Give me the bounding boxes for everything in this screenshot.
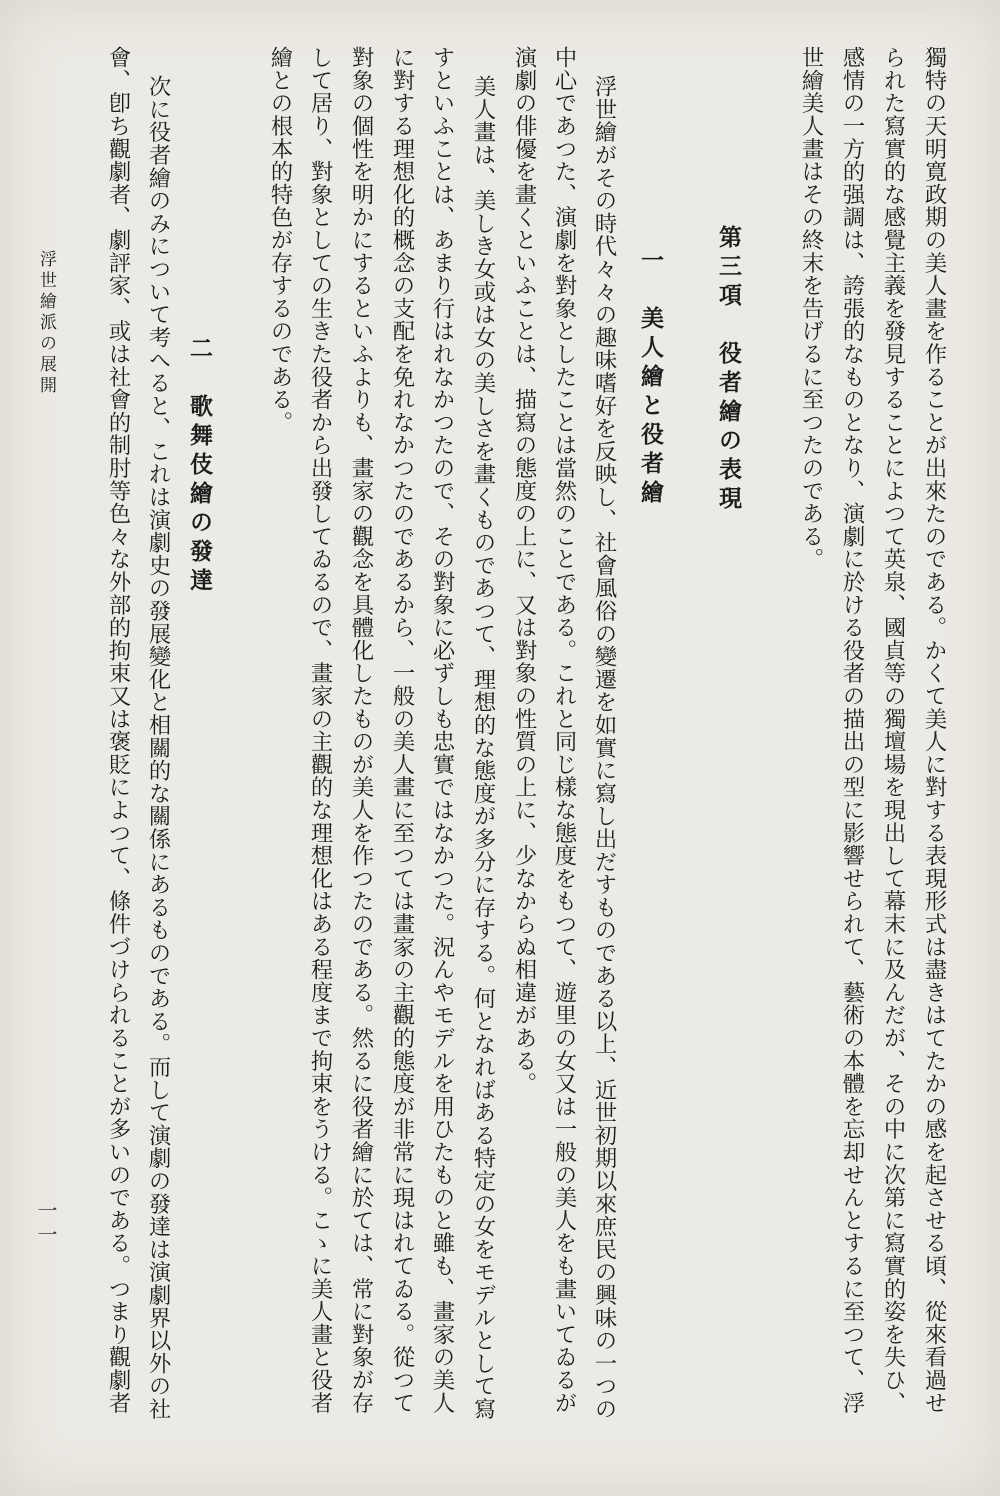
text-column-4: 世繪美人畫はその終末を告げるに至つたのである。 [798,46,824,571]
subsection-heading-2: 二 歌舞伎繪の發達 [186,336,213,597]
text-column-6: 中心であつた、演劇を對象としたことは當然のことである。これと同じ樣な態度をもつて、遊里の女又は一般の美人をも畫いてゐるが [551,46,577,1414]
text-column-2: られた寫實的な感覺主義を發見することによつて英泉、國貞等の獨壇場を現出して幕末に及んだが、その中に次第に寫實的姿を失ひ、 [880,46,906,1414]
text-column-8: 美人畫は、美しき女或は女の美しさを畫くものであつて、理想的な態度が多分に存する。何となればある特定の女をモデルとして寫 [470,75,496,1421]
section-title: 第三項 役者繪の表現 [715,225,742,515]
text-column-3: 感情の一方的强調は、誇張的なものとなり、演劇に於ける役者の描出の型に影響せられて、藝術の本體を忘却せんとするに至つて、浮 [839,46,865,1414]
text-column-15: 會、卽ち觀劇者、劇評家、或は社會的制肘等色々な外部的拘束又は褒貶によつて、條件づけられることが多いのである。つまり觀劇者 [105,46,131,1414]
subsection-heading-1: 一 美人繪と役者繪 [637,248,664,509]
text-column-9: すといふことは、あまり行はれなかつたので、その對象に必ずしも忠實ではなかつた。況んやモデルを用ひたものと雖も、畫家の美人 [429,46,455,1414]
text-column-12: して居り、對象としての生きた役者から出發してゐるので、畫家の主觀的な理想化はある程度まで拘束をうける。こゝに美人畫と役者 [307,46,333,1414]
running-title: 浮世繪派の展開 [36,250,56,397]
text-column-11: 對象の個性を明かにするといふよりも、畫家の觀念を具體化したものが美人を作つたのである。然るに役者繪に於ては、常に對象が存 [348,46,374,1414]
text-column-1: 獨特の天明寛政期の美人畫を作ることが出來たのである。かくて美人に對する表現形式は盡きはてたかの感を起させる頃、從來看過せ [921,46,947,1414]
page-number: 一一 [34,1200,58,1248]
text-column-14: 次に役者繪のみについて考へると、これは演劇史の發展變化と相關的な關係にあるものである。而して演劇の發達は演劇界以外の社 [145,75,171,1421]
text-column-5: 浮世繪がその時代々々の趣味嗜好を反映し、社會風俗の變遷を如實に寫し出だすものである以上、近世初期以來庶民の興味の一つの [591,75,617,1421]
text-column-13: 繪との根本的特色が存するのである。 [267,46,293,434]
text-column-7: 演劇の俳優を畫くといふことは、描寫の態度の上に、又は對象の性質の上に、少なからぬ相違がある。 [511,46,537,1095]
text-column-10: に對する理想化的概念の支配を免れなかつたのであるから、一般の美人畫に至つては畫家の主觀的態度が非常に現はれてゐる。從つて [389,46,415,1414]
